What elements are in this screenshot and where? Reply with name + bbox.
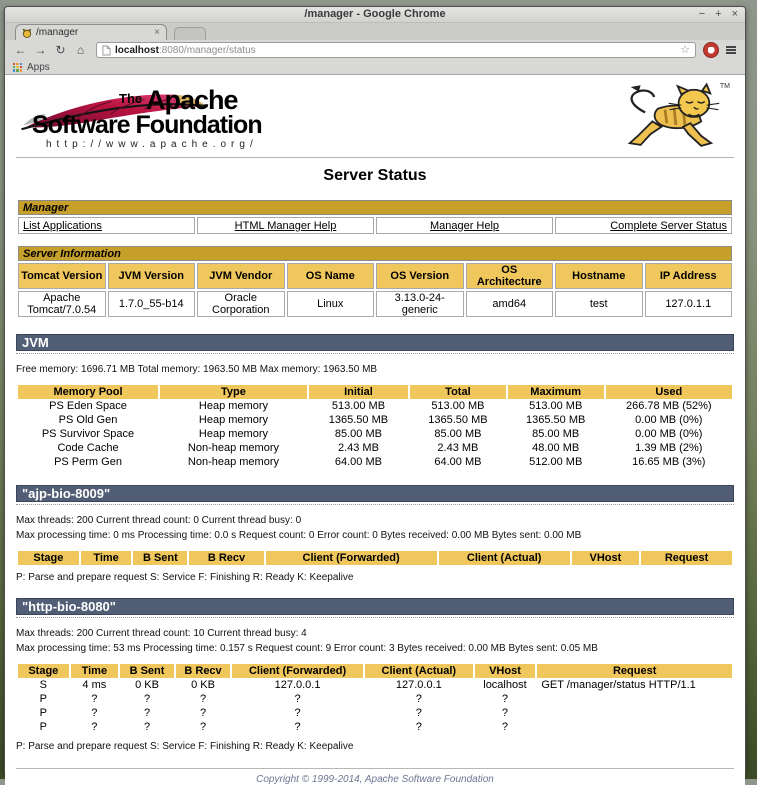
- col-header: Maximum: [508, 385, 604, 399]
- tab-close-icon[interactable]: ×: [154, 27, 160, 38]
- address-bar[interactable]: [96, 42, 696, 58]
- vhost: ?: [501, 721, 509, 733]
- logo-the: The: [119, 91, 143, 106]
- http-section-header: "http-bio-8080": [16, 598, 734, 615]
- table-row: [18, 707, 732, 720]
- request-bytes-recv: ?: [199, 721, 207, 733]
- request-bytes-recv: 0 KB: [191, 679, 215, 691]
- os-name: Linux: [287, 291, 375, 317]
- maximize-icon[interactable]: +: [715, 8, 722, 20]
- memory-maximum: 48.00 MB: [532, 442, 580, 454]
- memory-initial: 85.00 MB: [334, 428, 382, 440]
- forward-icon[interactable]: →: [34, 43, 47, 57]
- memory-pool-type: Heap memory: [198, 428, 268, 440]
- col-header: JVM Vendor: [197, 263, 285, 289]
- jvm-memory-summary: Free memory: 1696.71 MB Total memory: 1963.50 MB Max memory: 1963.50 MB: [16, 364, 378, 375]
- memory-maximum: 1365.50 MB: [526, 414, 586, 426]
- table-row: [18, 385, 732, 399]
- memory-initial: 1365.50 MB: [328, 414, 389, 426]
- http-stage-legend: P: Parse and prepare request S: Service F: Finishing R: Ready K: Keepalive: [16, 740, 354, 752]
- memory-initial: 513.00 MB: [331, 400, 386, 412]
- col-header: Client (Actual): [439, 551, 570, 565]
- col-header: Time: [81, 551, 132, 565]
- memory-used: 16.65 MB (3%): [632, 456, 706, 468]
- col-header: IP Address: [645, 263, 733, 289]
- ajp-section-header: "ajp-bio-8009": [16, 485, 734, 502]
- section-divider: [16, 353, 734, 354]
- table-row: [18, 428, 732, 441]
- col-header: OS Version: [376, 263, 464, 289]
- tab-title: /manager: [36, 27, 79, 38]
- memory-pool-name: PS Eden Space: [49, 400, 127, 412]
- os-architecture: amd64: [466, 291, 554, 317]
- table-row: [18, 456, 732, 469]
- menu-icon[interactable]: [724, 43, 738, 57]
- request-bytes-recv: ?: [199, 707, 207, 719]
- client-forwarded: ?: [294, 693, 301, 705]
- tab-strip: [5, 23, 745, 40]
- hostname: test: [555, 291, 643, 317]
- request-bytes-sent: ?: [143, 721, 151, 733]
- col-header: Initial: [309, 385, 408, 399]
- request-stage: P: [39, 707, 47, 719]
- tomcat-cat-icon: [618, 83, 722, 149]
- col-header: Request: [641, 551, 732, 565]
- ajp-stage-legend: P: Parse and prepare request S: Service F: Finishing R: Ready K: Keepalive: [16, 571, 354, 583]
- memory-pool-type: Heap memory: [198, 414, 268, 426]
- memory-maximum: 85.00 MB: [532, 428, 580, 440]
- vhost: localhost: [483, 679, 527, 691]
- section-divider: [16, 504, 734, 505]
- memory-maximum: 513.00 MB: [529, 400, 583, 412]
- memory-used: 0.00 MB (0%): [635, 428, 703, 440]
- link-list-applications[interactable]: List Applications: [23, 219, 102, 232]
- col-header: Hostname: [555, 263, 643, 289]
- window-controls: [699, 7, 738, 22]
- memory-used: 266.78 MB (52%): [625, 400, 712, 412]
- back-icon[interactable]: ←: [14, 43, 27, 57]
- memory-pool-table: [16, 384, 734, 470]
- col-header: Memory Pool: [18, 385, 158, 399]
- trademark-label: TM: [719, 83, 730, 90]
- ajp-thread-stats: Max threads: 200 Current thread count: 0 Current thread busy: 0: [16, 514, 302, 526]
- request-bytes-sent: 0 KB: [135, 679, 159, 691]
- table-row: [18, 664, 732, 678]
- memory-total: 513.00 MB: [431, 400, 485, 412]
- link-manager-help[interactable]: Manager Help: [429, 219, 500, 232]
- url-path: :8080/manager/status: [158, 44, 256, 56]
- ajp-request-stats: Max processing time: 0 ms Processing time: 0.0 s Request count: 0 Error count: 0 Bytes received: 0.00 MB Bytes sent: 0.00 MB: [16, 530, 582, 541]
- client-actual: 127.0.0.1: [395, 679, 442, 691]
- table-row: [18, 217, 732, 234]
- home-icon[interactable]: ⌂: [76, 43, 85, 57]
- request-bytes-recv: ?: [199, 693, 207, 705]
- reload-icon[interactable]: ↻: [55, 43, 66, 57]
- memory-pool-type: Heap memory: [198, 400, 268, 412]
- col-header: Time: [71, 664, 118, 678]
- window-title: /manager - Google Chrome: [304, 8, 446, 20]
- col-header: OS Name: [287, 263, 375, 289]
- client-actual: ?: [415, 693, 422, 705]
- table-row: [18, 400, 732, 413]
- col-header: B Sent: [133, 551, 187, 565]
- request-line: GET /manager/status HTTP/1.1: [541, 679, 696, 691]
- memory-total: 64.00 MB: [434, 456, 482, 468]
- col-header: B Recv: [189, 551, 263, 565]
- request-line: [537, 707, 732, 720]
- minimize-icon[interactable]: −: [698, 8, 706, 20]
- http-thread-stats: Max threads: 200 Current thread count: 10 Current thread busy: 4: [16, 627, 307, 639]
- manager-table: [16, 198, 734, 236]
- table-row: [18, 263, 732, 289]
- logo-row: [16, 83, 734, 153]
- table-row: [18, 246, 732, 261]
- table-row: [18, 414, 732, 427]
- tab-manager[interactable]: [15, 24, 167, 40]
- url-host: localhost: [115, 44, 159, 56]
- memory-maximum: 512.00 MB: [529, 456, 583, 468]
- server-info-table: [16, 244, 734, 319]
- tomcat-version: Apache Tomcat/7.0.54: [18, 291, 106, 317]
- logo-software-foundation: Software Foundation: [32, 111, 262, 139]
- memory-used: 1.39 MB (2%): [635, 442, 703, 454]
- memory-pool-name: PS Survivor Space: [41, 428, 135, 440]
- adblock-extension-icon[interactable]: [703, 42, 719, 58]
- ajp-request-table: [16, 550, 734, 566]
- table-row: [18, 679, 732, 692]
- request-line: [537, 721, 732, 734]
- http-request-table: [16, 663, 734, 735]
- vhost: ?: [501, 707, 509, 719]
- request-time: 4 ms: [82, 679, 107, 691]
- table-row: [18, 693, 732, 706]
- client-forwarded: 127.0.0.1: [274, 679, 321, 691]
- table-row: [18, 291, 732, 317]
- col-header: Client (Forwarded): [266, 551, 437, 565]
- url-text[interactable]: [115, 45, 256, 56]
- memory-pool-name: Code Cache: [57, 442, 119, 454]
- col-header: Total: [410, 385, 506, 399]
- window-titlebar[interactable]: [5, 7, 745, 23]
- col-header: Client (Forwarded): [232, 664, 363, 678]
- http-stats: [16, 626, 734, 657]
- col-header: VHost: [475, 664, 536, 678]
- memory-initial: 64.00 MB: [334, 456, 382, 468]
- memory-pool-name: PS Perm Gen: [54, 456, 122, 468]
- ip-address: 127.0.1.1: [645, 291, 733, 317]
- request-stage: P: [39, 693, 47, 705]
- col-header: OS Architecture: [466, 263, 554, 289]
- tomcat-logo: [618, 83, 728, 153]
- tab-favicon-icon: [22, 28, 32, 38]
- table-row: [18, 721, 732, 734]
- section-divider: [16, 617, 734, 618]
- col-header: Tomcat Version: [18, 263, 106, 289]
- bookmark-star-icon[interactable]: ☆: [680, 43, 690, 56]
- col-header: B Sent: [120, 664, 174, 678]
- page-title: Server Status: [323, 167, 427, 184]
- memory-pool-name: PS Old Gen: [58, 414, 118, 426]
- client-actual: ?: [415, 707, 422, 719]
- server-info-section-title: Server Information: [18, 246, 732, 261]
- logo-apache: Apache: [146, 85, 238, 115]
- header-divider: [16, 157, 734, 158]
- request-stage: P: [39, 721, 47, 733]
- ajp-stats: [16, 513, 734, 544]
- memory-total: 1365.50 MB: [428, 414, 488, 426]
- request-time: ?: [91, 707, 98, 719]
- col-header: VHost: [572, 551, 639, 565]
- col-header: Client (Actual): [365, 664, 473, 678]
- vhost: ?: [501, 693, 509, 705]
- request-time: ?: [91, 693, 98, 705]
- request-line: [537, 693, 732, 706]
- client-forwarded: ?: [294, 707, 301, 719]
- logo-url: http://www.apache.org/: [46, 139, 258, 150]
- jvm-version: 1.7.0_55-b14: [108, 291, 196, 317]
- table-row: [18, 442, 732, 455]
- request-time: ?: [91, 721, 98, 733]
- close-icon[interactable]: ×: [731, 8, 738, 20]
- page-icon: [102, 45, 111, 56]
- col-header: Used: [606, 385, 732, 399]
- memory-total: 2.43 MB: [437, 442, 479, 454]
- browser-window: [4, 6, 746, 785]
- client-actual: ?: [415, 721, 422, 733]
- col-header: Type: [160, 385, 307, 399]
- col-header: Stage: [18, 551, 79, 565]
- col-header: JVM Version: [108, 263, 196, 289]
- bookmarks-bar: [5, 60, 745, 75]
- link-complete-server-status[interactable]: Complete Server Status: [610, 219, 727, 232]
- request-bytes-sent: ?: [143, 707, 151, 719]
- os-version: 3.13.0-24-generic: [376, 291, 464, 317]
- memory-total: 85.00 MB: [434, 428, 482, 440]
- manager-section-title: Manager: [18, 200, 732, 215]
- col-header: Request: [537, 664, 732, 678]
- memory-pool-type: Non-heap memory: [187, 442, 279, 454]
- col-header: B Recv: [176, 664, 230, 678]
- apache-logo: [16, 83, 476, 153]
- new-tab-button[interactable]: [174, 27, 206, 40]
- apps-grid-icon: [13, 63, 22, 72]
- jvm-vendor: Oracle Corporation: [197, 291, 285, 317]
- request-stage: S: [39, 679, 47, 691]
- request-bytes-sent: ?: [143, 693, 151, 705]
- table-row: [18, 551, 732, 565]
- memory-used: 0.00 MB (0%): [635, 414, 703, 426]
- table-row: [18, 200, 732, 215]
- footer-divider: [16, 768, 734, 769]
- client-forwarded: ?: [294, 721, 301, 733]
- toolbar: [5, 40, 745, 60]
- apps-bookmark[interactable]: Apps: [27, 61, 50, 73]
- copyright-notice: Copyright © 1999-2014, Apache Software Foundation: [256, 773, 494, 785]
- link-html-manager-help[interactable]: HTML Manager Help: [234, 219, 337, 232]
- memory-pool-type: Non-heap memory: [187, 456, 279, 468]
- col-header: Stage: [18, 664, 69, 678]
- http-request-stats: Max processing time: 53 ms Processing time: 0.157 s Request count: 9 Error count: 3 Bytes received: 0.00 MB Bytes sent: 0.05 MB: [16, 643, 598, 654]
- memory-initial: 2.43 MB: [337, 442, 379, 454]
- jvm-section-header: JVM: [16, 334, 734, 351]
- page-content: [5, 75, 745, 785]
